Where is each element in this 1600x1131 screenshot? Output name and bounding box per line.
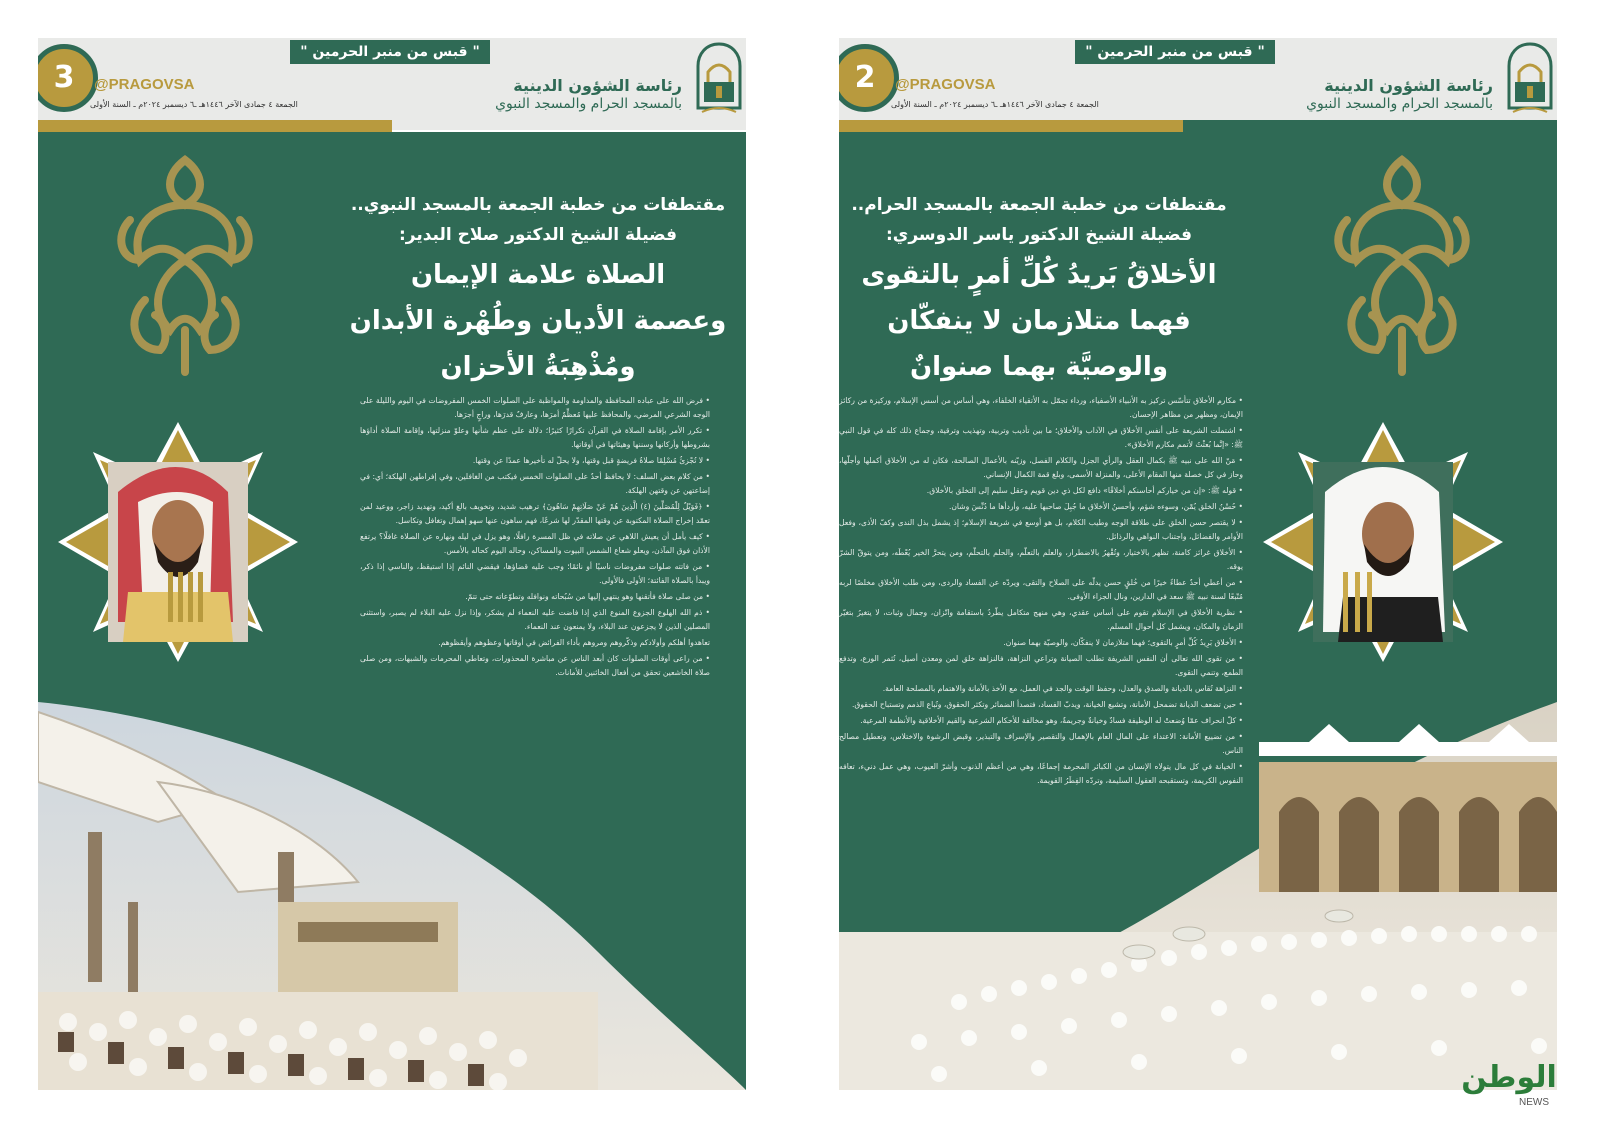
article-panel xyxy=(38,132,746,1090)
section-tab: " قبس من منبر الحرمين " xyxy=(1075,40,1275,64)
article-paragraph: • الخيانة في كل مال يتولاه الإنسان من الكبائر المحرمة إجماعًا، وهي من أعظم الذنوب وأشرّ العيوب، وهي عمل دنيء، تعافه النفوس الكريمة، وتستقبحه العقول السليمة، وتردّه الفِطَرُ القويمة. xyxy=(839,762,1243,785)
article-title-line: الأخلاقُ بَريدُ كُلِّ أمرٍ بالتقوى xyxy=(861,260,1217,290)
article-title-line: الصلاة علامة الإيمان xyxy=(410,260,666,290)
article-paragraph: • من تضييع الأمانة: الاعتداء على المال العام بالإهمال والتقصير والإسراف والتبذير، وقبض الرشوة والاختلاس، وتعطيل مصالح الناس. xyxy=(839,732,1243,755)
article-headline xyxy=(839,190,1239,388)
imam-portrait-frame xyxy=(1263,422,1503,662)
page-number-badge: 3 xyxy=(38,44,98,112)
header-gold-bar xyxy=(38,120,392,132)
speaker-line: فضيلة الشيخ الدكتور ياسر الدوسري: xyxy=(885,225,1193,245)
org-subtitle: بالمسجد الحرام والمسجد النبوي xyxy=(495,96,682,112)
prophets-mosque-photo xyxy=(38,702,746,1090)
article-paragraph: • من كلام بعض السلف: لا يحافظ أحدٌ على الصلوات الخمس فيكتب من الغافلين، وفي إفراطهن الهلكة؛ أي: في إضاعتهن عن وقتهن الهلكة. xyxy=(360,472,710,495)
watermark-sub: NEWS xyxy=(1519,1097,1549,1108)
org-name: رئاسة الشؤون الدينية xyxy=(513,76,682,95)
article-title-line: ومُذْهِبَةُ الأحزان xyxy=(440,352,636,382)
article-paragraph: • النزاهة تُقاس بالديانة والصدق والعدل، وحفظ الوقت والجد في العمل، مع الأخذ بالأمانة والاهتمام بالمصلحة العامة. xyxy=(882,684,1243,693)
article-paragraph: • كيف يأمل أن يعيش اللاهي عن صلاته في ظل المسرة رافلًا، وهو يزل في ليله ونهاره عن الصلاة غافلًا؟ يرتفع الأذان فوق المآذن، ويعلو شعاع الشمس البيوت والمساكن، وحاله اليوم كحاله بالأمس. xyxy=(360,532,710,555)
date-line: الجمعة ٤ جمادى الآخر ١٤٤٦هـ ـ٦ ديسمبر ٢٠٢٤م ـ السنة الأولى xyxy=(891,100,1099,109)
article-paragraph: • الأخلاق بَرِيدُ كُلِّ أمرٍ بالتقوى؛ فهما متلازمان لا ينفكّان، والوصيّة بهما صنوان. xyxy=(1003,638,1243,647)
right-page xyxy=(839,38,1557,1090)
date-line: الجمعة ٤ جمادى الآخر ١٤٤٦هـ ـ٦ ديسمبر ٢٠٢٤م ـ السنة الأولى xyxy=(90,100,298,109)
article-paragraph: • من أعطي أحدٌ عطاءً خيرًا من خُلقٍ حسن يدلّه على الصلاح والتقى، ويردّه عن الفساد والردى، ومن طلب الأخلاق مخلصًا لربه مُتّبعًا لسنة نبيه ﷺ سعد في الدارين، ونال الجزاء الأوفى. xyxy=(839,578,1243,601)
article-panel xyxy=(839,132,1557,1090)
header-green-bar xyxy=(1183,120,1557,132)
article-paragraph: • الأخلاق غرائز كامنة، تظهر بالاختيار، وتُقْهرُ بالاضطرار، والعلم بالتعلّم، والحلم بالتحلّم، ومن يتحرَّ الخير يُعْطَه، ومن يتوقّ الشرّ يوقه. xyxy=(839,548,1243,571)
article-paragraph: • مكارم الأخلاق تتأسّس تركيز به الأنبياء الأصفياء، ورداء تجمّل به الأتقياء الخلفاء، وهي أساس من أسس الإسلام، وركيزة من ركائز الإيمان، ومظهر من مظاهر الإحسان. xyxy=(839,396,1243,419)
article-paragraph: • تكرر الأمر بإقامة الصلاة في القرآن تكرارًا كثيرًا؛ دلالة على عظم شأنها وعلوّ منزلتها، وإقامة الصلاة أداؤها بشروطها وأركانها وسننها وهيئاتها في أوقاتها. xyxy=(360,426,710,449)
presidency-logo-icon xyxy=(1507,42,1553,114)
article-paragraph: • لا يقتصر حسن الخلق على طلاقة الوجه وطيب الكلام، بل هو أوسع في شريعة الإسلام؛ إذ يشمل بذل الندى وكفّ الأذى، وفعل الأوامر والفضائل، واجتناب النواهي والرذائل. xyxy=(839,518,1243,541)
article-paragraph: • اشتملت الشريعة على أنفس الأخلاق في الآداب والأخلاق؛ ما بين تأديب وتربية، وتهذيب وترقية، وجماع ذلك كله في قول النبي ﷺ: «إنَّما بُعثْتُ لأتمم مكارم الأخلاق». xyxy=(839,426,1243,449)
org-subtitle: بالمسجد الحرام والمسجد النبوي xyxy=(1306,96,1493,112)
article-paragraph: • مَنّ الله على نبيه ﷺ بكمال العقل والرأي الجزل والكلام الفصل، وزيّنه بالأعمال الصالحة، فكان له من الأخلاق أكملها وأجلّها، وحاز في كل خصلة منها المقام الأعلى، والمنزلة الأسمى، وبلغ قمة الكمال الإنساني. xyxy=(839,456,1243,479)
header-gold-bar xyxy=(839,120,1183,132)
imam-portrait-frame xyxy=(58,422,298,662)
org-name: رئاسة الشؤون الدينية xyxy=(1324,76,1493,95)
left-page xyxy=(38,38,746,1090)
article-kicker: مقتطفات من خطبة الجمعة بالمسجد الحرام.. xyxy=(851,195,1227,215)
article-paragraph: • من فاتته صلوات مفروضات ناسيًا أو نائمًا؛ وجب عليه قضاؤها، فيقضي النائم إذا استيقظ، والناسي إذا ذكر، ويبدأ بالصلاة الفائتة؛ الأولى فالأولى. xyxy=(360,562,710,585)
page-header xyxy=(839,38,1557,130)
article-paragraph: • ﴿فَوَيْلٌ لِلْمُصَلِّينَ (٤) الَّذِينَ هُمْ عَنْ صَلَاتِهِمْ سَاهُونَ﴾ ترهيب شديد، وتخويف بالغ أكيد، وتهديد زاجر، ووعيد لمن تعمّد إخراج الصلاة المكتوبة عن وقتها المقدّر لها شرعًا، فهم ساهون عنها سهو إهمال وتغافل وتكاسل. xyxy=(360,502,710,525)
page-header xyxy=(38,38,746,130)
article-paragraph: • قوله ﷺ: «إن من خياركم أحاسنكم أخلاقًا» دافع لكل ذي دين قويم وعقل سليم إلى التخلق بالأخلاق. xyxy=(926,486,1243,495)
alwatan-news-watermark-icon xyxy=(1454,1053,1564,1109)
article-paragraph: • حُسْنُ الخلق يُمْن، وسوءه شؤم، وأحسنُ الأخلاق ما جُبِلَ صاحبها عليه، وأردأها ما دُنِّسَ وشان. xyxy=(948,502,1243,511)
social-handle: @PRAGOVSA xyxy=(94,76,195,93)
article-kicker: مقتطفات من خطبة الجمعة بالمسجد النبوي.. xyxy=(350,195,726,215)
article-title-line: وعصمة الأديان وطُهْرة الأبدان xyxy=(349,306,727,336)
section-tab: " قبس من منبر الحرمين " xyxy=(290,40,490,64)
speaker-line: فضيلة الشيخ الدكتور صلاح البدير: xyxy=(398,225,678,245)
article-paragraph: • نظرية الأخلاق في الإسلام تقوم على أساس عقدي، وهي منهج متكامل يطّردُ باستقامة واتّزان، وجمال وثبات، لا يتغيرُ بتغيّر الزمان والمكان، ويشمل كل أحوال المسلم. xyxy=(839,608,1243,631)
article-paragraph: • فرض الله على عباده المحافظة والمداومة والمواظبة على الصلوات الخمس المفروضات في اليوم والليلة على الوجه الشرعي المرضي، والمحافظ عليها مُعظِّمٌ أمرَها، وعارفٌ قدرَها، وراجٍ أجرَها. xyxy=(360,396,710,419)
watermark-logo: الوطن xyxy=(1461,1060,1557,1095)
article-body xyxy=(360,394,710,682)
article-title-line: فهما متلازمان لا ينفكّان xyxy=(887,306,1191,336)
presidency-logo-icon xyxy=(696,42,742,114)
social-handle: @PRAGOVSA xyxy=(895,76,996,93)
article-paragraph: تعاهدوا أهلكم وأولادكم وذكّروهم ومروهم بأداء الفرائض في أوقاتها وعظوهم وأيقظوهم. xyxy=(438,638,710,647)
arabesque-ornament-icon xyxy=(110,150,260,380)
article-paragraph: • لا تُجْزئُ مُسْلِمًا صلاةُ فريضةٍ قبل وقتها، ولا يحلّ له تأخيرها عمدًا عن وقتها. xyxy=(472,456,710,465)
article-title-line: والوصيَّة بهما صنوانٌ xyxy=(909,352,1168,382)
article-headline xyxy=(338,190,738,388)
article-paragraph: • من راعى أوقات الصلوات كان أبعد الناس عن مباشرة المحذورات، وتعاطي المحرمات والشبهات، ومن صلى صلاة الخاشعين تحقق من أفعال الخائنين للأمانات. xyxy=(360,654,710,677)
article-paragraph: • من صلى صلاة فأتقنها وهو ينتهي إليها من سُبُحاته ونوافله وتطوّعاته حتى تتمّ. xyxy=(465,592,710,601)
grand-mosque-photo xyxy=(839,702,1557,1090)
article-paragraph: • كلّ انحراف عمّا وُضعتْ له الوظيفة فسادٌ وخيانةٌ وجريمةٌ، وهو مخالفة للأحكام الشرعية والقيم الأخلاقية والأنظمة المرعية. xyxy=(860,716,1243,725)
article-paragraph: • ذم الله الهلوع الجزوع المنوع الذي إذا فاضت عليه النعماء لم يشكر، وإذا نزل عليه البلاء لم يصبر، واستثنى المصلين الذين لا يجزعون عند البلاء، ولا يمنعون عند النعماء. xyxy=(360,608,710,631)
article-paragraph: • من تقوى الله تعالى أن النفس الشريفة تطلب الصيانة وتراعي النزاهة، فالنزاهة خلق لمن ومعدن أصيل، تُثمر الورع، وتدفع الطمع، وتنمي التقوى. xyxy=(839,654,1243,677)
arabesque-ornament-icon xyxy=(1327,150,1477,380)
page-number-badge: 2 xyxy=(839,44,899,112)
article-paragraph: • حين تضعف الديانة تضمحل الأمانة، وتشيع الخيانة، ويدبّ الفساد، فتصدأ الضمائر وتكثر الحقوق، وتُباع الذمم وتستباح الحقوق. xyxy=(852,700,1243,709)
